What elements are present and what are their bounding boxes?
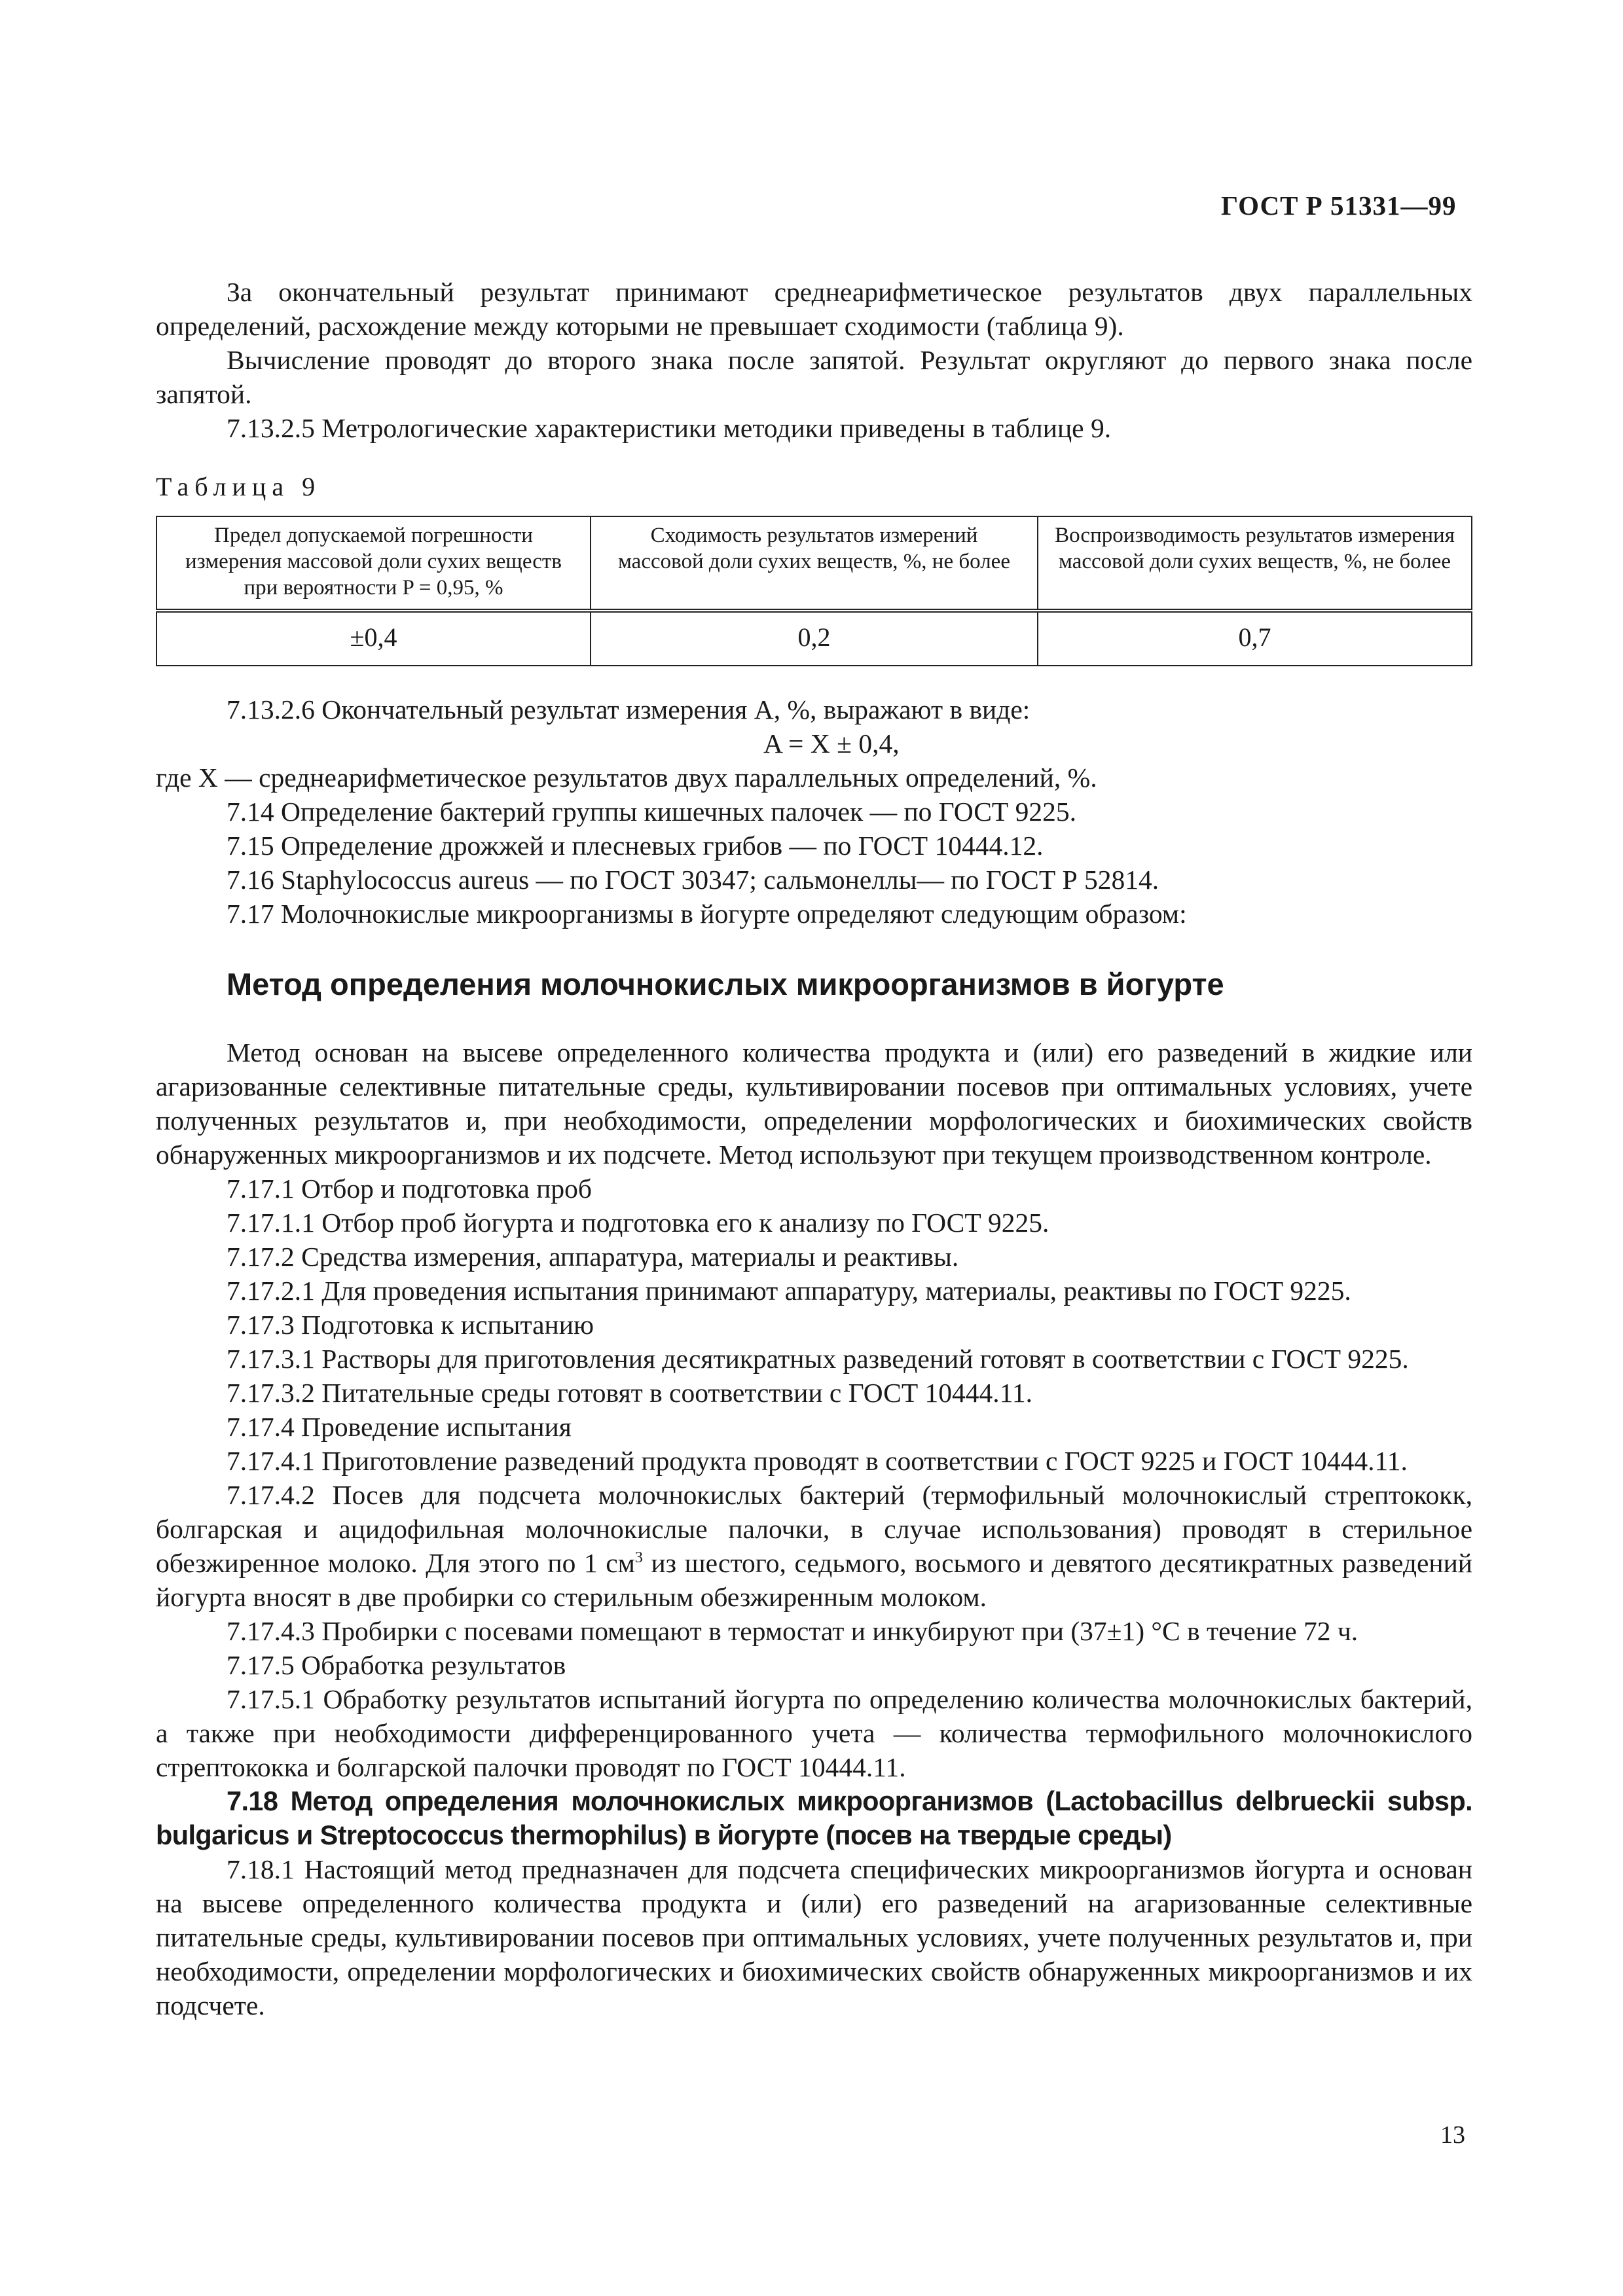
table-header-cell: Предел допускаемой погрешности измерения массовой доли сухих веществ при вероятности P = 0,95, % bbox=[156, 516, 591, 611]
page-body bbox=[156, 275, 1472, 2022]
list-item: 7.17.4 Проведение испытания bbox=[227, 1412, 572, 1442]
text-span: 7.17.4.2 Посев для подсчета молочнокислых бактерий (термофильный молочнокислый стрептококк, болгарская и ацидофильная молочнокислые палочки, в случае использования) проводят в стерильное обезжиренное молоко. Для этого по 1 см bbox=[156, 1480, 1472, 1578]
list-item: 7.17.5.1 Обработку результатов испытаний йогурта по определению количества молочнокислых бактерий, а также при необходимости дифференцированного учета — количества термофильного молочнокислого стрептококка и болгарской палочки проводят по ГОСТ 10444.11. bbox=[156, 1684, 1472, 1782]
list-item: 7.17.5 Обработка результатов bbox=[227, 1650, 566, 1680]
list-item: 7.17.1 Отбор и подготовка проб bbox=[227, 1174, 592, 1204]
list-item: 7.16 Staphylococcus aureus — по ГОСТ 30347; сальмонеллы— по ГОСТ Р 52814. bbox=[227, 865, 1159, 895]
bold-heading: 7.18 Метод определения молочнокислых микроорганизмов (Lactobacillus delbrueckii subsp. bulgaricus и Streptococcus thermophilus) в йогурте (посев на твердые среды) bbox=[156, 1785, 1472, 1850]
table-caption: Таблица 9 bbox=[156, 472, 321, 501]
table-cell: ±0,4 bbox=[156, 611, 591, 666]
table-cell: 0,7 bbox=[1038, 611, 1472, 666]
paragraph: 7.18.1 Настоящий метод предназначен для подсчета специфических микроорганизмов йогурта и основан на высеве определенного количества продукта и (или) его разведений на агаризованные селективные питательные среды, культивировании посевов при оптимальных условиях, учете полученных результатов и, при необходимости, определении морфологических и биохимических свойств обнаруженных микроорганизмов и их подсчете. bbox=[156, 1854, 1472, 2020]
paragraph: 7.13.2.5 Метрологические характеристики методики приведены в таблице 9. bbox=[227, 413, 1112, 443]
table-row bbox=[156, 611, 1472, 666]
paragraph: 7.13.2.6 Окончательный результат измерения A, %, выражают в виде: bbox=[227, 694, 1030, 725]
list-item: 7.17.4.1 Приготовление разведений продукта проводят в соответствии с ГОСТ 9225 и ГОСТ 10444.11. bbox=[227, 1446, 1408, 1476]
table-header-cell: Сходимость результатов измерений массовой доли сухих веществ, %, не более bbox=[591, 516, 1038, 611]
text-span: из шестого, седьмого, восьмого и девятого десятикратных разведений йогурта вносят в две пробирки со стерильным обезжиренным молоком. bbox=[156, 1548, 1472, 1612]
paragraph: Метод основан на высеве определенного количества продукта и (или) его разведений в жидкие или агаризованные селективные питательные среды, культивировании посевов при оптимальных условиях, учете полученных результатов и, при необходимости, определении морфологических и биохимических свойств обнаруженных микроорганизмов и их подсчете. Метод используют при текущем производственном контроле. bbox=[156, 1037, 1472, 1170]
table-9 bbox=[156, 516, 1472, 666]
list-item: 7.17.3.1 Растворы для приготовления десятикратных разведений готовят в соответствии с ГОСТ 9225. bbox=[227, 1344, 1409, 1374]
list-item: 7.17.2.1 Для проведения испытания принимают аппаратуру, материалы, реактивы по ГОСТ 9225. bbox=[227, 1276, 1351, 1306]
document-code-header: ГОСТ Р 51331—99 bbox=[1221, 190, 1457, 221]
paragraph: Вычисление проводят до второго знака после запятой. Результат округляют до первого знака после запятой. bbox=[156, 345, 1472, 409]
list-item: 7.17.3.2 Питательные среды готовят в соответствии с ГОСТ 10444.11. bbox=[227, 1378, 1033, 1408]
list-item: 7.15 Определение дрожжей и плесневых грибов — по ГОСТ 10444.12. bbox=[227, 831, 1044, 861]
page-number: 13 bbox=[1440, 2121, 1465, 2149]
paragraph: За окончательный результат принимают среднеарифметическое результатов двух параллельных определений, расхождение между которыми не превышает сходимости (таблица 9). bbox=[156, 277, 1472, 341]
table-header-cell: Воспроизводимость результатов измерения массовой доли сухих веществ, %, не более bbox=[1038, 516, 1472, 611]
paragraph bbox=[156, 1478, 1472, 1614]
formula: A = X ± 0,4, bbox=[763, 728, 900, 759]
list-item: 7.17.2 Средства измерения, аппаратура, материалы и реактивы. bbox=[227, 1242, 959, 1272]
list-item: 7.14 Определение бактерий группы кишечных палочек — по ГОСТ 9225. bbox=[227, 797, 1077, 827]
list-item: 7.17.4.3 Пробирки с посевами помещают в термостат и инкубируют при (37±1) °С в течение 72 ч. bbox=[227, 1616, 1359, 1646]
list-item: 7.17.3 Подготовка к испытанию bbox=[227, 1310, 594, 1340]
formula-explanation: где X — среднеарифметическое результатов двух параллельных определений, %. bbox=[156, 762, 1097, 793]
table-cell: 0,2 bbox=[591, 611, 1038, 666]
section-title: Метод определения молочнокислых микроорганизмов в йогурте bbox=[227, 967, 1224, 1001]
list-item: 7.17 Молочнокислые микроорганизмы в йогурте определяют следующим образом: bbox=[227, 899, 1187, 929]
superscript: 3 bbox=[634, 1549, 643, 1567]
list-item: 7.17.1.1 Отбор проб йогурта и подготовка его к анализу по ГОСТ 9225. bbox=[227, 1208, 1049, 1238]
table-header-row bbox=[156, 516, 1472, 611]
